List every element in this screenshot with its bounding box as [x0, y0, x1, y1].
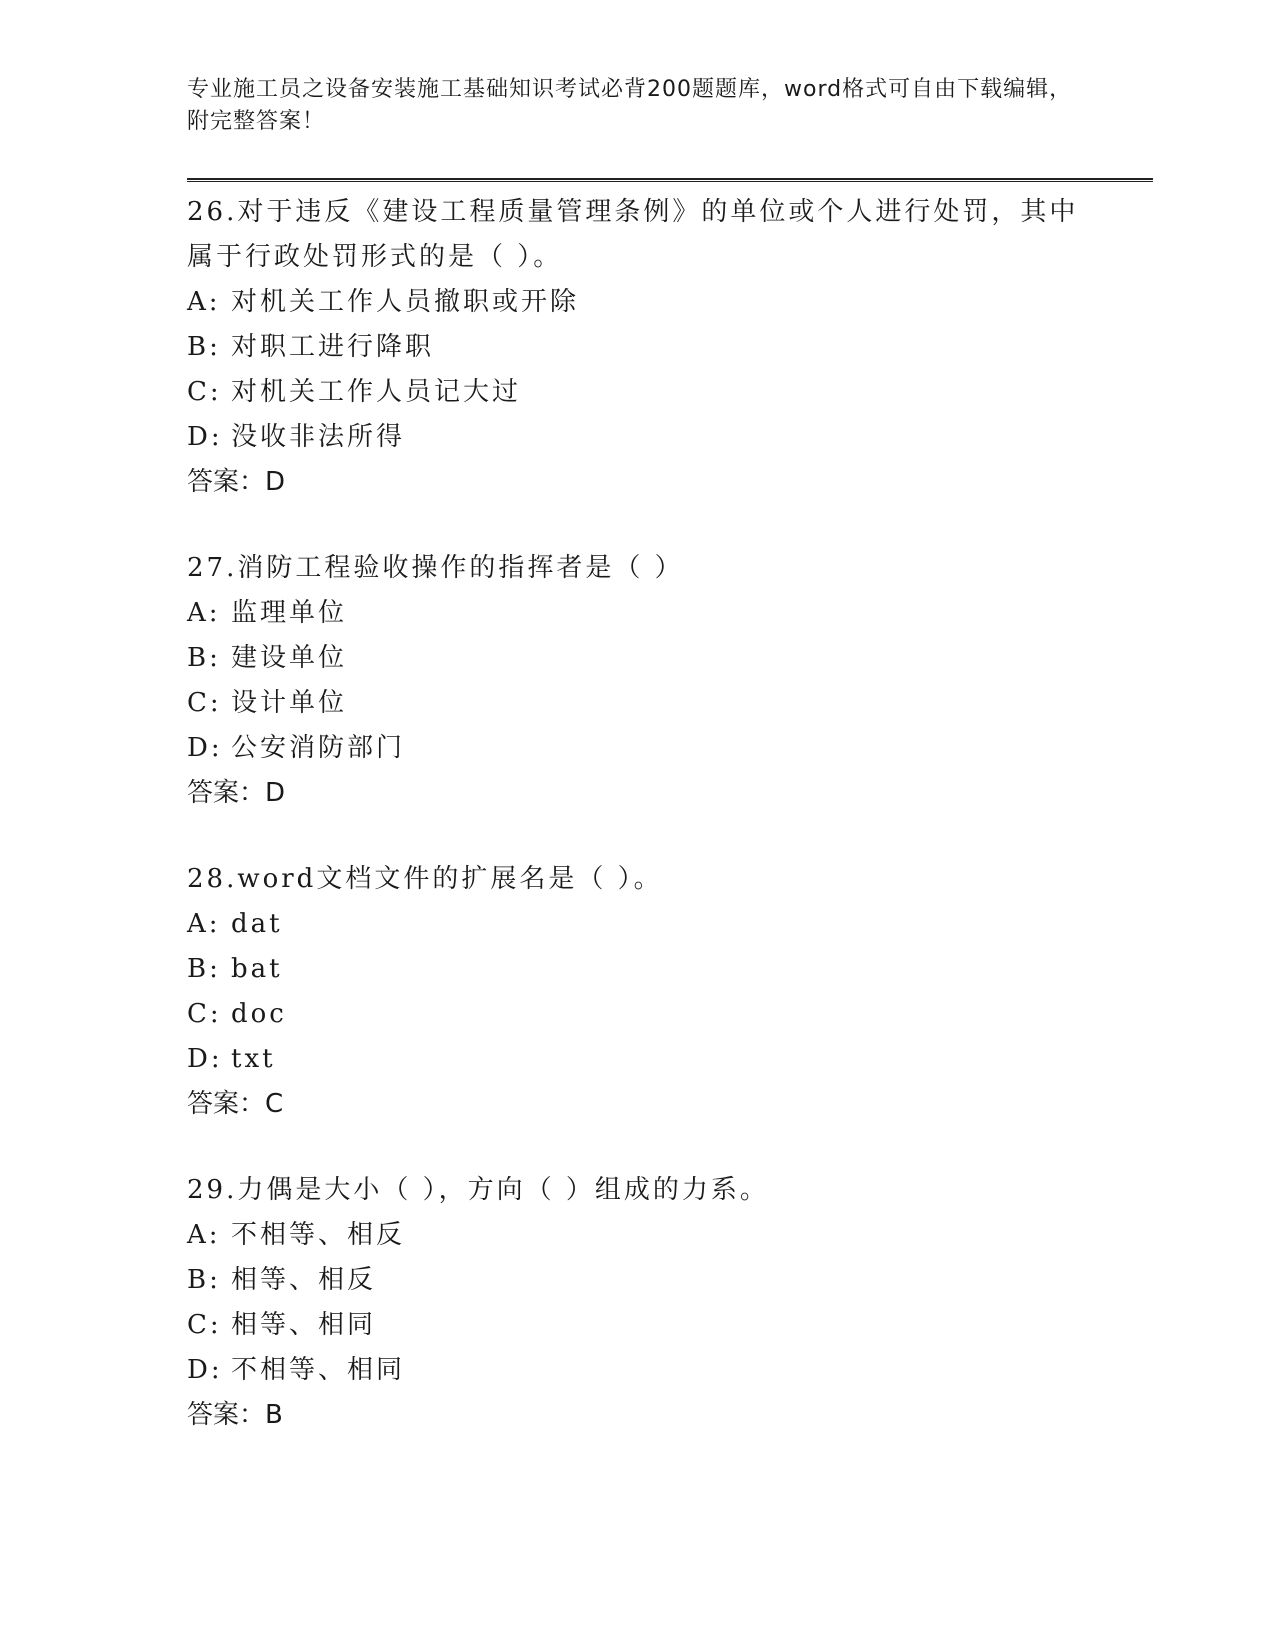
option-a: [187, 1213, 1087, 1258]
option-text: 设计单位: [231, 688, 348, 718]
question-28: [187, 857, 1087, 1127]
option-d: [187, 1037, 1087, 1082]
document-header: 专业施工员之设备安装施工基础知识考试必背200题题库，word格式可自由下载编辑，附完整答案！: [187, 77, 1073, 134]
option-text: 对机关工作人员记大过: [231, 377, 522, 407]
option-key: C:: [187, 999, 222, 1029]
option-c: [187, 992, 1087, 1037]
option-text: 不相等、相反: [231, 1220, 406, 1250]
option-c: [187, 1303, 1087, 1348]
answer: 答案：D: [187, 467, 286, 497]
option-d: [187, 1348, 1087, 1393]
option-text: txt: [231, 1044, 276, 1074]
option-d: [187, 415, 1087, 460]
question-list: [187, 190, 1087, 1479]
question-29: [187, 1168, 1087, 1438]
option-text: 监理单位: [231, 598, 348, 628]
option-key: C:: [187, 377, 222, 407]
option-text: 对机关工作人员撤职或开除: [231, 287, 580, 317]
question-stem: 28.word文档文件的扩展名是（ ）。: [187, 864, 663, 894]
option-key: D:: [187, 1355, 223, 1385]
option-text: 对职工进行降职: [231, 332, 435, 362]
option-b: [187, 1258, 1087, 1303]
option-text: 相等、相反: [231, 1265, 377, 1295]
answer: 答案：B: [187, 1400, 283, 1430]
question-stem: 26.对于违反《建设工程质量管理条例》的单位或个人进行处罚，其中属于行政处罚形式的是（ ）。: [187, 197, 1079, 272]
option-key: D:: [187, 733, 223, 763]
option-key: A:: [187, 1220, 221, 1250]
option-d: [187, 726, 1087, 771]
answer: 答案：C: [187, 1089, 284, 1119]
option-key: C:: [187, 688, 222, 718]
option-key: B:: [187, 332, 221, 362]
question-27: [187, 546, 1087, 816]
option-key: A:: [187, 909, 221, 939]
option-c: [187, 681, 1087, 726]
option-text: doc: [231, 999, 287, 1029]
option-key: A:: [187, 598, 221, 628]
option-b: [187, 325, 1087, 370]
header-divider: [187, 178, 1153, 182]
option-text: 不相等、相同: [231, 1355, 406, 1385]
option-key: A:: [187, 287, 221, 317]
option-text: 建设单位: [231, 643, 348, 673]
option-a: [187, 280, 1087, 325]
answer: 答案：D: [187, 778, 286, 808]
option-key: B:: [187, 643, 221, 673]
question-26: [187, 190, 1087, 505]
option-key: B:: [187, 1265, 221, 1295]
option-b: [187, 636, 1087, 681]
option-text: dat: [231, 909, 283, 939]
option-text: 没收非法所得: [231, 422, 406, 452]
option-text: bat: [231, 954, 283, 984]
option-key: B:: [187, 954, 221, 984]
option-key: C:: [187, 1310, 222, 1340]
option-a: [187, 902, 1087, 947]
option-text: 公安消防部门: [231, 733, 406, 763]
option-c: [187, 370, 1087, 415]
question-stem: 29.力偶是大小（ ），方向（ ）组成的力系。: [187, 1175, 769, 1205]
option-key: D:: [187, 1044, 223, 1074]
option-text: 相等、相同: [231, 1310, 377, 1340]
option-b: [187, 947, 1087, 992]
question-stem: 27.消防工程验收操作的指挥者是（ ）: [187, 553, 684, 583]
option-key: D:: [187, 422, 223, 452]
option-a: [187, 591, 1087, 636]
